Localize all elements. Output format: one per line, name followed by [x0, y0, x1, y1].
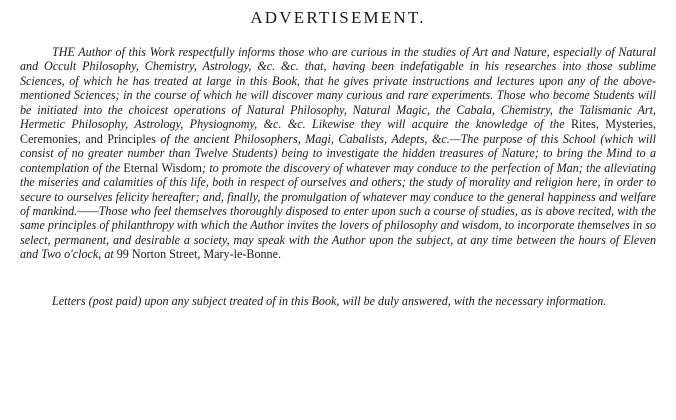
paragraph-text-part-3: of the ancient Philosophers, Magi, Cabalists, Adepts, &c.—The purpose of this School (which will consist of no greater number than Twelve Students) being to investigate the hidden treasures of Nature; to bring the Mind to a contemplation of the [20, 131, 656, 175]
advertisement-paragraph [20, 45, 656, 262]
paragraph-text-eternal-wisdom: Eternal Wisdom [123, 160, 202, 175]
paragraph-text-address: 99 Norton Street, Mary-le-Bonne. [116, 247, 281, 262]
paragraph-text-part-5: ; to promote the discovery of whatever may conduce to the perfection of Man; the alleviating the miseries and calamities of this life, both in respect of ourselves and others; the study of morality and religion here, in order to secure to ourselves felicity hereafter; and, finally, the promulgation of whatever may conduce to the general happiness and welfare of mankind.——Those who feel themselves thoroughly disposed to enter upon such a course of studies, as is above recited, with the same principles of philanthropy with which the Author invites the lovers of philosophy and wisdom, to incorporate themselves in so select, permanent, and desirable a society, may speak with the Author upon the subject, at any time between the hours of Eleven and Two o'clock, at [20, 160, 656, 262]
paragraph-text-part-1: THE Author of this Work respectfully informs those who are curious in the studies of Art and Nature, especially of Natural and Occult Philosophy, Chemistry, Astrology, &c. &c. that, having been indefatigable in his researches into those sublime Sciences, of which he has treated at large in this Book, that he gives private instructions and lectures upon any of the above-mentioned Sciences; in the course of which he will discover many curious and rare experiments. Those who become Students will be initiated into the choicest operations of Natural Philosophy, Natural Magic, the Cabala, Chemistry, the Talismanic Art, Hermetic Philosophy, Astrology, Physiognomy, &c. &c. Likewise they will acquire the knowledge of the [20, 45, 656, 132]
letters-paragraph [20, 294, 656, 308]
letters-paragraph-text: Letters (post paid) upon any subject treated of in this Book, will be duly answered, with the necessary information. [52, 294, 607, 308]
paragraph-text-rites-phrase: Rites, Mysteries, Ceremonies, and Principles [20, 117, 656, 146]
page-title: ADVERTISEMENT. [250, 8, 426, 27]
